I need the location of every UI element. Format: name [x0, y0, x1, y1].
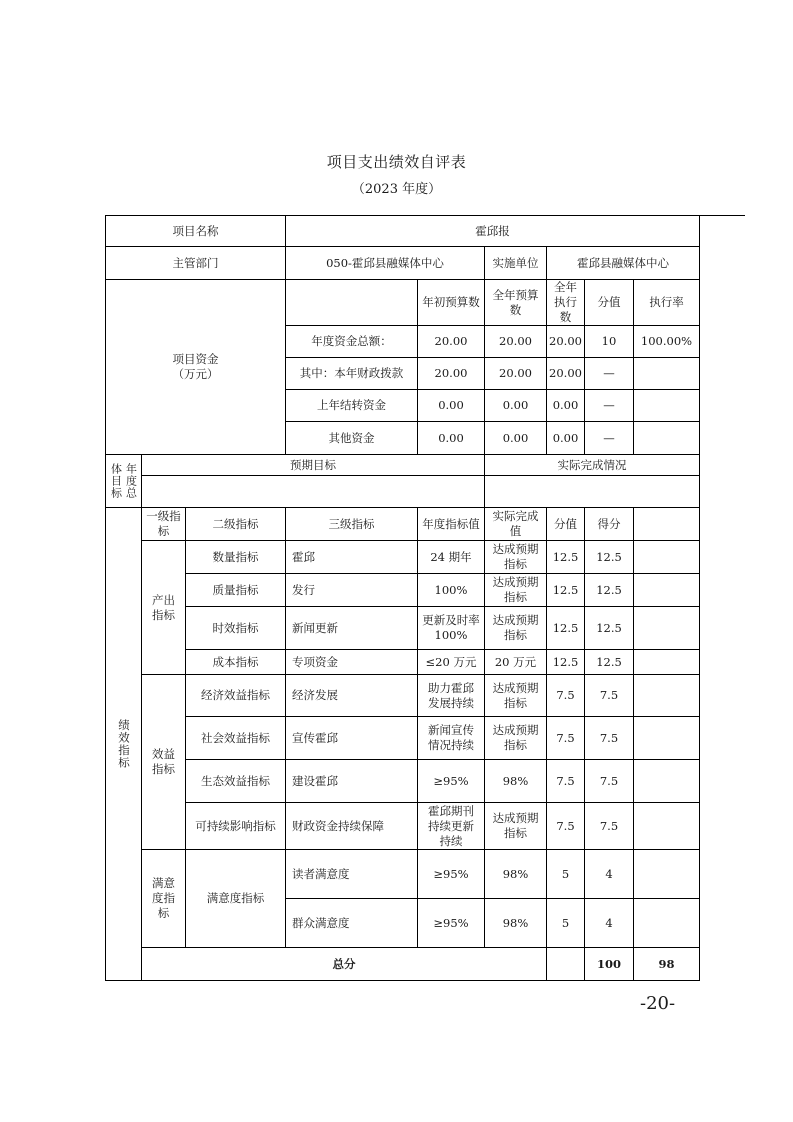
funds-row-rate [634, 422, 700, 455]
indicator-row [106, 650, 700, 675]
blank-cell [634, 675, 700, 717]
level2-cell: 可持续影响指标 [186, 803, 286, 850]
indicator-row [106, 803, 700, 850]
level2-cell: 数量指标 [186, 541, 286, 574]
level3-cell: 新闻更新 [286, 607, 418, 650]
funds-row-label: 其中：本年财政拨款 [286, 358, 418, 390]
funds-row-points: — [585, 422, 634, 455]
indicator-row [106, 850, 700, 899]
actual-cell: 20 万元 [485, 650, 547, 675]
blank-cell [634, 541, 700, 574]
performance-self-evaluation-table [105, 215, 700, 981]
total-score: 98 [634, 948, 700, 981]
actual-cell: 98% [485, 850, 547, 899]
funds-row-label: 其他资金 [286, 422, 418, 455]
funds-row-initial: 20.00 [418, 326, 485, 358]
blank-cell [634, 760, 700, 803]
score-cell: 12.5 [585, 607, 634, 650]
funds-header-initial: 年初预算数 [418, 280, 485, 326]
funds-label [106, 280, 286, 455]
blank-cell [634, 607, 700, 650]
indicator-row [106, 607, 700, 650]
project-name-row [106, 216, 700, 247]
level2-cell: 社会效益指标 [186, 717, 286, 760]
points-cell: 7.5 [547, 803, 585, 850]
actual-cell: 达成预期指标 [485, 541, 547, 574]
funds-row-rate [634, 390, 700, 422]
goals-content-row [106, 476, 700, 508]
funds-row-executed: 0.00 [547, 390, 585, 422]
target-cell: ≥95% [418, 760, 485, 803]
header-score: 得分 [585, 508, 634, 541]
indicator-row [106, 717, 700, 760]
expected-goal-label: 预期目标 [142, 455, 485, 476]
funds-header-annual: 全年预算数 [485, 280, 547, 326]
actual-cell: 98% [485, 760, 547, 803]
actual-completion-value [485, 476, 700, 508]
indicator-header-row [106, 508, 700, 541]
level3-cell: 经济发展 [286, 675, 418, 717]
indicator-row [106, 541, 700, 574]
header-actual: 实际完成值 [485, 508, 547, 541]
level2-cell: 经济效益指标 [186, 675, 286, 717]
level2-satisfaction: 满意度指标 [186, 850, 286, 948]
points-cell: 12.5 [547, 607, 585, 650]
actual-cell: 98% [485, 899, 547, 948]
target-cell: ≥95% [418, 899, 485, 948]
score-cell: 7.5 [585, 717, 634, 760]
score-cell: 7.5 [585, 803, 634, 850]
funds-header-blank [286, 280, 418, 326]
expected-goal-value [142, 476, 485, 508]
actual-cell: 达成预期指标 [485, 607, 547, 650]
actual-cell: 达成预期指标 [485, 803, 547, 850]
header-target: 年度指标值 [418, 508, 485, 541]
funds-row-points: — [585, 358, 634, 390]
department-row [106, 247, 700, 280]
target-cell: 新闻宣传情况持续 [418, 717, 485, 760]
funds-row-annual: 20.00 [485, 358, 547, 390]
score-cell: 12.5 [585, 574, 634, 607]
project-name-value: 霍邱报 [286, 216, 700, 247]
level3-cell: 霍邱 [286, 541, 418, 574]
level3-cell: 发行 [286, 574, 418, 607]
indicator-row [106, 760, 700, 803]
goals-label-text: 年度总体目标 [109, 463, 138, 499]
target-cell: ≤20 万元 [418, 650, 485, 675]
score-cell: 7.5 [585, 760, 634, 803]
funds-row-initial: 20.00 [418, 358, 485, 390]
level1-satisfaction: 满意度指标 [142, 850, 186, 948]
funds-row-rate [634, 358, 700, 390]
actual-completion-label: 实际完成情况 [485, 455, 700, 476]
target-cell: 霍邱期刊持续更新持续 [418, 803, 485, 850]
points-cell: 12.5 [547, 650, 585, 675]
level3-cell: 宣传霍邱 [286, 717, 418, 760]
implementing-unit-value: 霍邱县融媒体中心 [547, 247, 700, 280]
target-cell: ≥95% [418, 850, 485, 899]
target-cell: 更新及时率 100% [418, 607, 485, 650]
target-cell: 助力霍邱发展持续 [418, 675, 485, 717]
funds-row-initial: 0.00 [418, 390, 485, 422]
level3-cell: 财政资金持续保障 [286, 803, 418, 850]
points-cell: 12.5 [547, 541, 585, 574]
points-cell: 7.5 [547, 760, 585, 803]
performance-indicators-label [106, 508, 142, 981]
department-label: 主管部门 [106, 247, 286, 280]
total-blank [547, 948, 585, 981]
points-cell: 12.5 [547, 574, 585, 607]
level3-cell: 读者满意度 [286, 850, 418, 899]
document-title: 项目支出绩效自评表 [326, 153, 467, 171]
funds-row-rate: 100.00% [634, 326, 700, 358]
header-level2: 二级指标 [186, 508, 286, 541]
header-blank [634, 508, 700, 541]
points-cell: 7.5 [547, 675, 585, 717]
funds-row-initial: 0.00 [418, 422, 485, 455]
document-year: （2023 年度） [351, 182, 442, 197]
points-cell: 7.5 [547, 717, 585, 760]
funds-row-annual: 0.00 [485, 422, 547, 455]
total-row [106, 948, 700, 981]
level1-output: 产出指标 [142, 541, 186, 675]
score-cell: 4 [585, 899, 634, 948]
score-cell: 12.5 [585, 650, 634, 675]
funds-row-points: — [585, 390, 634, 422]
funds-row-label: 年度资金总额： [286, 326, 418, 358]
funds-row-label: 上年结转资金 [286, 390, 418, 422]
department-value: 050-霍邱县融媒体中心 [286, 247, 485, 280]
funds-row-points: 10 [585, 326, 634, 358]
level2-cell: 成本指标 [186, 650, 286, 675]
total-points: 100 [585, 948, 634, 981]
funds-header-rate: 执行率 [634, 280, 700, 326]
level3-cell: 建设霍邱 [286, 760, 418, 803]
level3-cell: 群众满意度 [286, 899, 418, 948]
blank-cell [634, 574, 700, 607]
level2-cell: 时效指标 [186, 607, 286, 650]
funds-row-annual: 20.00 [485, 326, 547, 358]
goals-header-row [106, 455, 700, 476]
actual-cell: 达成预期指标 [485, 717, 547, 760]
level2-cell: 质量指标 [186, 574, 286, 607]
funds-label-text: 项目资金 （万元） [172, 352, 219, 381]
funds-row-executed: 0.00 [547, 422, 585, 455]
blank-cell [634, 850, 700, 899]
goals-label [106, 455, 142, 508]
funds-row-executed: 20.00 [547, 358, 585, 390]
header-level3: 三级指标 [286, 508, 418, 541]
blank-cell [634, 803, 700, 850]
score-cell: 7.5 [585, 675, 634, 717]
score-cell: 12.5 [585, 541, 634, 574]
implementing-unit-label: 实施单位 [485, 247, 547, 280]
funds-header-points: 分值 [585, 280, 634, 326]
blank-cell [634, 717, 700, 760]
points-cell: 5 [547, 899, 585, 948]
target-cell: 24 期年 [418, 541, 485, 574]
points-cell: 5 [547, 850, 585, 899]
funds-header-row [106, 280, 700, 326]
header-level1: 一级指标 [142, 508, 186, 541]
performance-indicators-text: 绩效指标 [117, 719, 131, 769]
blank-cell [634, 899, 700, 948]
indicator-row [106, 675, 700, 717]
actual-cell: 达成预期指标 [485, 574, 547, 607]
indicator-row [106, 574, 700, 607]
blank-cell [634, 650, 700, 675]
funds-row-annual: 0.00 [485, 390, 547, 422]
target-cell: 100% [418, 574, 485, 607]
funds-header-executed: 全年执行数 [547, 280, 585, 326]
level2-cell: 生态效益指标 [186, 760, 286, 803]
actual-cell: 达成预期指标 [485, 675, 547, 717]
header-points: 分值 [547, 508, 585, 541]
project-name-label: 项目名称 [106, 216, 286, 247]
level1-benefit: 效益指标 [142, 675, 186, 850]
score-cell: 4 [585, 850, 634, 899]
page-number: -20- [640, 993, 676, 1014]
level3-cell: 专项资金 [286, 650, 418, 675]
total-label: 总分 [142, 948, 547, 981]
funds-row-executed: 20.00 [547, 326, 585, 358]
